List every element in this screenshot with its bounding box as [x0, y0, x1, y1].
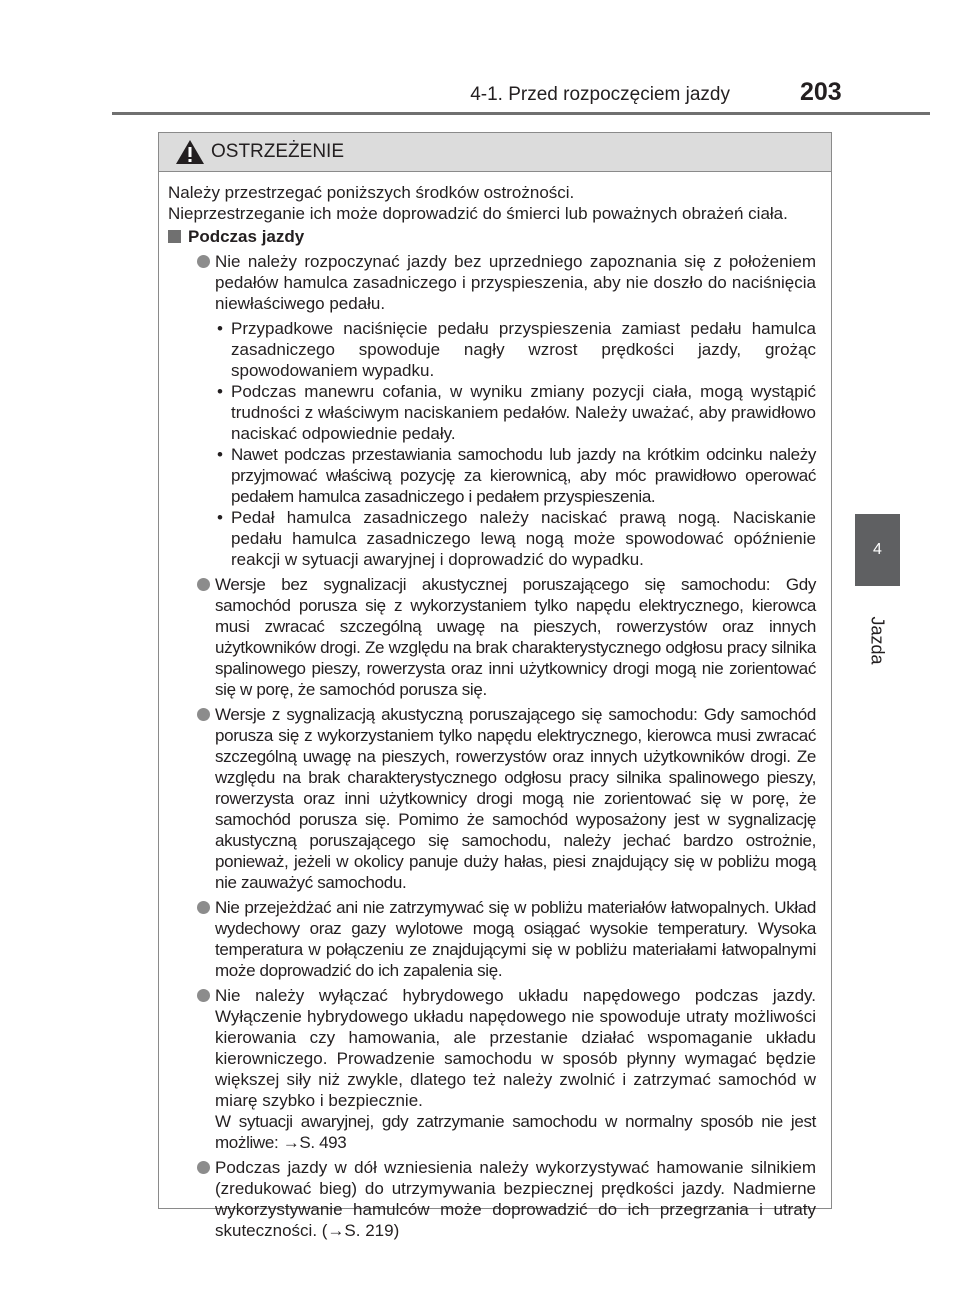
sub-item	[168, 318, 816, 381]
warning-title: OSTRZEŻENIE	[211, 141, 345, 162]
sub-item-text: Nawet podczas przestawiania samochodu lub jazdy na krótkim odcinku należy przyjmować właściwą pozycję za kierownicą, aby móc prawidłowo operować pedałem hamulca zasadniczego i pedałem przyspieszenia.	[231, 445, 816, 506]
warning-triangle-icon	[175, 139, 205, 165]
warning-header	[159, 133, 831, 172]
item-text: Podczas jazdy w dół wzniesienia należy wykorzystywać hamowanie silnikiem (zredukować bieg) do utrzymywania bezpiecznej prędkości jazdy. Nadmierne wykorzystywanie hamulców może doprowadzić do ich przegrzania i utraty skuteczności. (→S. 219)	[215, 1158, 816, 1240]
intro-line: Nieprzestrzeganie ich może doprowadzić do śmierci lub poważnych obrażeń ciała.	[168, 204, 788, 223]
list-item	[168, 1157, 816, 1241]
sub-item-text: Przypadkowe naciśnięcie pedału przyspieszenia zamiast pedału hamulca zasadniczego spowoduje nagły wzrost prędkości jazdy, grożąc spowodowaniem wypadku.	[231, 319, 816, 380]
round-bullet-icon	[197, 255, 210, 268]
round-bullet-icon	[197, 989, 210, 1002]
item-text: Nie należy wyłączać hybrydowego układu napędowego podczas jazdy. Wyłączenie hybrydowego układu napędowego nie spowoduje utraty możliwości kierowania czy hamowania, ale przestanie działać wspomaganie układu kierowniczego. Prowadzenie samochodu w sposób płynny wymagać będzie większej siły niż zwykle, dlatego też należy zwolnić i zatrzymać samochód w miarę szybko i bezpiecznie.	[215, 986, 816, 1110]
item-text: Wersje bez sygnalizacji akustycznej poruszającego się samochodu: Gdy samochód porusza się z wykorzystaniem tylko napędu elektrycznego, kierowca musi zwracać szczególną uwagę na pieszych, rowerzystów oraz innych użytkowników drogi. Ze względu na brak charakterystycznego odgłosu pracy silnika spalinowego pieszy, rowerzysta oraz inni użytkownicy drogi mogą nie zorientować się w porę, że samochód porusza się.	[215, 575, 816, 699]
item-text: Nie przejeżdżać ani nie zatrzymywać się w pobliżu materiałów łatwopalnych. Układ wydechowy oraz gazy wylotowe mogą osiągać wysokie temperatury. Wysoka temperatura w połączeniu ze znajdującymi się w pobliżu materiałami łatwopalnymi może doprowadzić do ich zapalenia się.	[215, 898, 816, 980]
sub-item	[168, 444, 816, 507]
round-bullet-icon	[197, 901, 210, 914]
header-divider	[112, 112, 930, 115]
chapter-number: 4	[873, 541, 882, 558]
sub-item-text: Pedał hamulca zasadniczego należy naciskać prawą nogą. Naciskanie pedału hamulca zasadniczego lewą nogą może spowodować opóźnienie reakcji w sytuacji awaryjnej i doprowadzić do wypadku.	[231, 508, 816, 569]
sub-item-text: Podczas manewru cofania, w wyniku zmiany pozycji ciała, mogą wystąpić trudności z właściwym naciskaniem pedałów. Należy uważać, aby prawidłowo naciskać odpowiednie pedały.	[231, 382, 816, 443]
page-number: 203	[800, 78, 842, 106]
small-bullet-icon: •	[217, 508, 223, 527]
section-title: Podczas jazdy	[188, 227, 305, 246]
list-item	[168, 251, 816, 314]
intro-line: Należy przestrzegać poniższych środków ostrożności.	[168, 183, 575, 202]
list-item	[168, 574, 816, 700]
header-section-title: 4-1. Przed rozpoczęciem jazdy	[470, 84, 730, 105]
list-item	[168, 985, 816, 1153]
round-bullet-icon	[197, 1161, 210, 1174]
chapter-label	[850, 600, 905, 680]
warning-body	[159, 172, 831, 1241]
chapter-tab	[855, 514, 900, 586]
round-bullet-icon	[197, 578, 210, 591]
item-text: Wersje z sygnalizacją akustyczną poruszającego się samochodu: Gdy samochód porusza się z wykorzystaniem tylko napędu elektrycznego, kierowca musi zwracać szczególną uwagę na pieszych, rowerzystów oraz innych użytkowników drogi. Ze względu na brak charakterystycznego odgłosu pracy silnika spalinowego pieszy, rowerzysta oraz inni użytkownicy drogi mogą nie zorientować się w porę, że samochód porusza się. Pomimo że samochód wyposażony jest w sygnalizację akustyczną poruszającego się samochodu, należy jechać bardzo ostrożnie, ponieważ, jeżeli w okolicy panuje duży hałas, piesi znajdujący się w pobliżu mogą nie zauważyć samochodu.	[215, 705, 816, 892]
list-item	[168, 897, 816, 981]
round-bullet-icon	[197, 708, 210, 721]
chapter-label-text: Jazda	[867, 615, 888, 665]
section-heading	[168, 226, 816, 247]
sub-item	[168, 381, 816, 444]
list-item	[168, 704, 816, 893]
item-extra-text: W sytuacji awaryjnej, gdy zatrzymanie samochodu w normalny sposób nie jest możliwe: →S. 493	[215, 1112, 816, 1152]
sub-item	[168, 507, 816, 570]
small-bullet-icon: •	[217, 445, 223, 464]
small-bullet-icon: •	[217, 319, 223, 338]
warning-box	[158, 132, 832, 1240]
square-bullet-icon	[168, 230, 181, 243]
small-bullet-icon: •	[217, 382, 223, 401]
item-text: Nie należy rozpoczynać jazdy bez uprzedniego zapoznania się z położeniem pedałów hamulca zasadniczego i przyspieszenia, aby nie doszło do naciśnięcia niewłaściwego pedału.	[215, 252, 816, 313]
